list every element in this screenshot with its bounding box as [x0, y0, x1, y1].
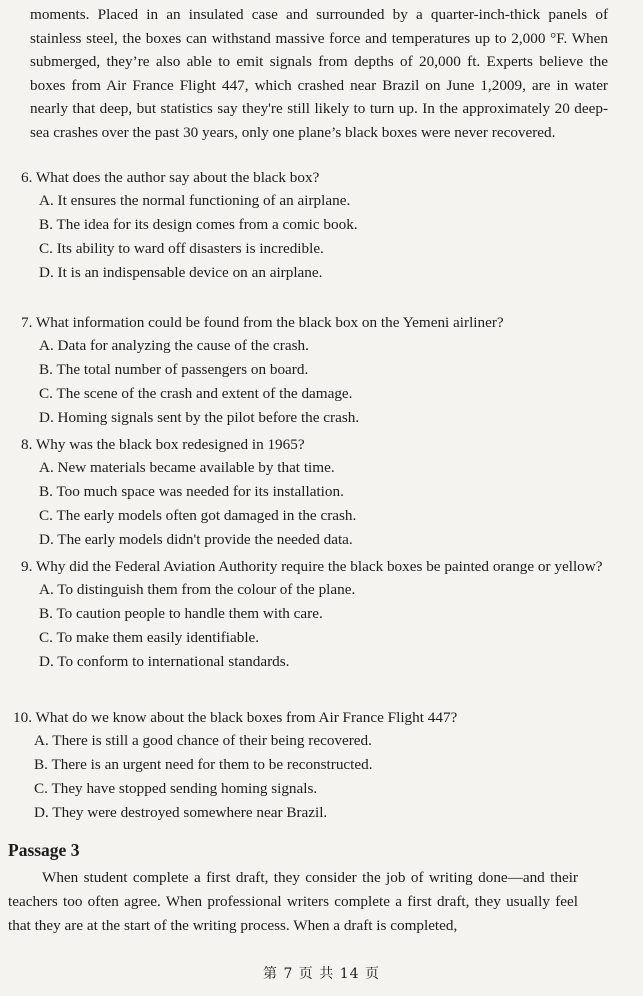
option-c: C. To make them easily identifiable.: [39, 629, 260, 646]
question-stem: 10. What do we know about the black boxes from Air France Flight 447?: [13, 709, 458, 726]
option-b: B. Too much space was needed for its installation.: [39, 483, 344, 500]
question-stem: 9. Why did the Federal Aviation Authority require the black boxes be painted orange or yellow?: [21, 558, 603, 575]
option-c: C. The scene of the crash and extent of the damage.: [39, 385, 353, 402]
option-c: C. The early models often got damaged in the crash.: [39, 507, 357, 524]
question-8: [21, 433, 621, 552]
option-a: A. It ensures the normal functioning of an airplane.: [39, 192, 351, 209]
question-stem: 6. What does the author say about the black box?: [21, 169, 320, 186]
page-number-footer: 第 7 页 共 14 页: [263, 966, 380, 982]
option-b: B. The idea for its design comes from a comic book.: [39, 216, 358, 233]
question-7: [21, 311, 621, 430]
question-stem: 8. Why was the black box redesigned in 1965?: [21, 436, 305, 453]
question-9: [21, 555, 621, 674]
option-d: D. Homing signals sent by the pilot before the crash.: [39, 409, 360, 426]
question-6: [21, 166, 621, 285]
question-stem: 7. What information could be found from the black box on the Yemeni airliner?: [21, 314, 504, 331]
option-a: A. To distinguish them from the colour of the plane.: [39, 581, 356, 598]
passage-continuation: moments. Placed in an insulated case and surrounded by a quarter-inch-thick panels of stainless steel, the boxes can withstand massive force and temperatures up to 2,000 °F. When submerged, they’re also able to emit signals from depths of 20,000 ft. Experts believe the boxes from Air France Flight 447, which crashed near Brazil on June 1,2009, are in water nearly that deep, but statistics say they're still likely to turn up. In the approximately 20 deep-sea crashes over the past 30 years, only one plane’s black boxes were never recovered.: [30, 6, 608, 141]
option-d: D. The early models didn't provide the needed data.: [39, 531, 353, 548]
passage-heading: Passage 3: [8, 840, 80, 860]
option-c: C. They have stopped sending homing signals.: [34, 780, 318, 797]
option-d: D. They were destroyed somewhere near Brazil.: [34, 804, 328, 821]
option-a: A. Data for analyzing the cause of the crash.: [39, 337, 309, 354]
option-a: A. There is still a good chance of their being recovered.: [34, 732, 372, 749]
option-d: D. It is an indispensable device on an airplane.: [39, 264, 323, 281]
option-b: B. There is an urgent need for them to be reconstructed.: [34, 756, 373, 773]
option-a: A. New materials became available by that time.: [39, 459, 335, 476]
passage-text: When student complete a first draft, they consider the job of writing done—and their teachers too often agree. When professional writers complete a first draft, they usually feel that they are at the start of the writing process. When a draft is completed,: [8, 869, 578, 934]
question-10: [13, 706, 613, 825]
option-c: C. Its ability to ward off disasters is incredible.: [39, 240, 324, 257]
option-b: B. The total number of passengers on board.: [39, 361, 309, 378]
option-d: D. To conform to international standards.: [39, 653, 290, 670]
option-b: B. To caution people to handle them with care.: [39, 605, 323, 622]
